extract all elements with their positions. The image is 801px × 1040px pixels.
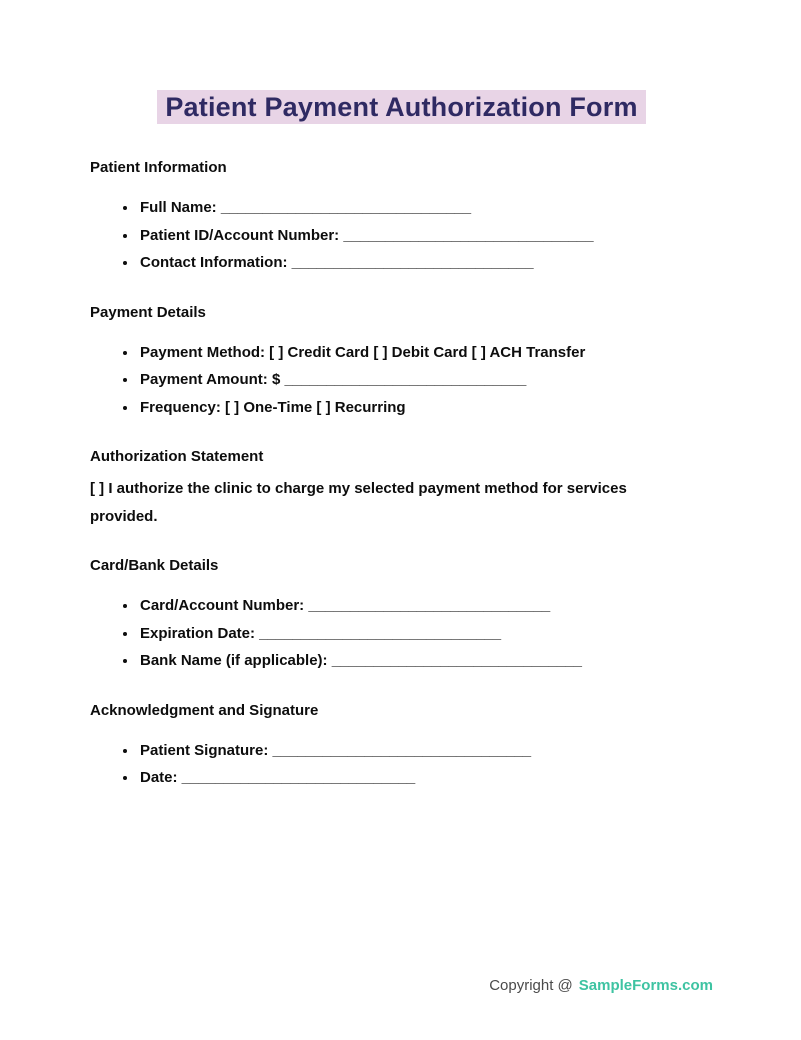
card-bank-details-heading: Card/Bank Details [90, 557, 219, 574]
payment-details-list [90, 339, 713, 422]
card-account-number-line: • Card/Account Number: _____________________________ [138, 592, 713, 620]
bank-name-line: • Bank Name (if applicable): ______________________________ [138, 647, 713, 675]
patient-signature-line: • Patient Signature: _______________________________ [138, 737, 713, 765]
footer [489, 977, 713, 994]
section-card-bank-details [90, 556, 713, 675]
section-patient-information [90, 158, 713, 277]
section-payment-details [90, 303, 713, 422]
section-authorization-statement [90, 447, 713, 530]
frequency-line: • Frequency: [ ] One-Time [ ] Recurring [138, 394, 713, 422]
section-acknowledgment-signature [90, 701, 713, 792]
authorization-statement-heading: Authorization Statement [90, 448, 264, 465]
page-title: Patient Payment Authorization Form [157, 90, 645, 124]
acknowledgment-signature-heading: Acknowledgment and Signature [90, 701, 319, 719]
payment-method-line: • Payment Method: [ ] Credit Card [ ] Debit Card [ ] ACH Transfer [138, 339, 713, 367]
contact-information-line: • Contact Information: _____________________________ [138, 249, 713, 277]
date-line: • Date: ____________________________ [138, 764, 713, 792]
title-row [90, 90, 713, 124]
card-bank-details-list [90, 592, 713, 675]
patient-information-heading: Patient Information [90, 159, 227, 176]
patient-id-line: • Patient ID/Account Number: ______________________________ [138, 222, 713, 250]
payment-details-heading: Payment Details [90, 303, 206, 321]
payment-amount-line: • Payment Amount: $ _____________________________ [138, 366, 713, 394]
sampleforms-link[interactable]: SampleForms.com [578, 977, 713, 994]
acknowledgment-signature-list [90, 737, 713, 792]
patient-information-list [90, 194, 713, 277]
full-name-line: • Full Name: ______________________________ [138, 194, 713, 222]
copyright-text: Copyright @ [489, 977, 573, 994]
expiration-date-line: • Expiration Date: _____________________________ [138, 620, 713, 648]
authorization-statement-text: [ ] I authorize the clinic to charge my selected payment method for services provided. [90, 480, 627, 525]
